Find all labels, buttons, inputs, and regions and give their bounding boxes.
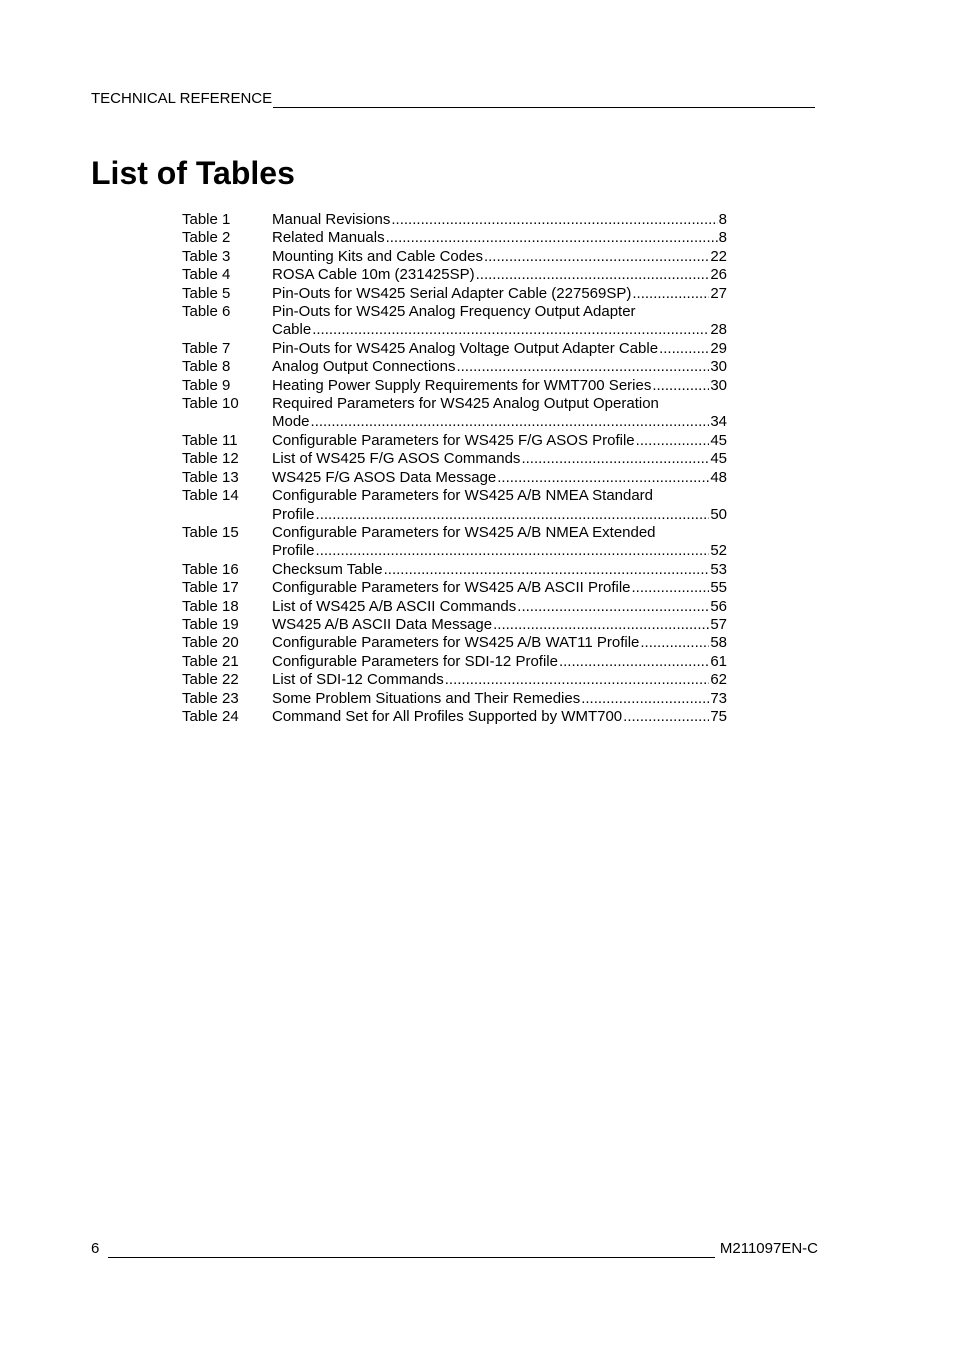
toc-entry[interactable]: [182, 248, 727, 266]
toc-entry-number: Table 23: [182, 689, 239, 707]
dot-leader: [445, 671, 710, 689]
dot-leader: [632, 579, 710, 597]
toc-entry-number: Table 4: [182, 266, 231, 284]
toc-entry-number: Table 12: [182, 450, 239, 468]
toc-entry[interactable]: [182, 377, 727, 395]
toc-entry-title: Manual Revisions: [272, 211, 391, 228]
toc-entry-page: 55: [710, 579, 727, 597]
dot-leader: [623, 708, 709, 726]
footer-doc-code: M211097EN-C: [719, 1240, 818, 1257]
dot-leader: [632, 285, 709, 303]
toc-entry-title: Configurable Parameters for WS425 A/B ASCII Profile: [272, 579, 631, 597]
toc-entry[interactable]: [182, 358, 727, 376]
toc-entry-title: Pin-Outs for WS425 Serial Adapter Cable (227569SP): [272, 284, 632, 302]
toc-entry[interactable]: [182, 579, 727, 597]
toc-entry[interactable]: [182, 285, 727, 303]
dot-leader: [316, 542, 710, 560]
toc-entry-page: 45: [710, 431, 727, 449]
toc-entry-number: Table 8: [182, 358, 231, 376]
toc-entry-title: Mode: [272, 413, 310, 431]
footer-page-number: 6: [91, 1240, 100, 1257]
toc-entry[interactable]: [182, 395, 727, 432]
toc-entry[interactable]: [182, 708, 727, 726]
toc-entry-page: 50: [710, 505, 727, 523]
toc-entry-number: Table 15: [182, 523, 239, 541]
header-rule: [273, 92, 815, 108]
toc-entry[interactable]: [182, 690, 727, 708]
toc-entry-title: Configurable Parameters for WS425 F/G ASOS Profile: [272, 431, 635, 449]
dot-leader: [312, 321, 709, 339]
toc-entry-title: Pin-Outs for WS425 Analog Frequency Output Adapter: [272, 303, 636, 321]
toc-entry-number: Table 11: [182, 431, 238, 449]
toc-entry[interactable]: [182, 432, 727, 450]
toc-entry-page: 73: [710, 689, 727, 707]
toc-entry-title: Analog Output Connections: [272, 358, 456, 376]
toc-entry-title: Configurable Parameters for WS425 A/B NMEA Extended: [272, 523, 656, 541]
toc-entry[interactable]: [182, 634, 727, 652]
toc-entry-page: 62: [710, 671, 727, 689]
toc-entry-title: WS425 A/B ASCII Data Message: [272, 615, 493, 633]
toc-entry[interactable]: [182, 653, 727, 671]
toc-entry[interactable]: [182, 671, 727, 689]
toc-entry-number: Table 2: [182, 229, 231, 247]
toc-entry-number: Table 22: [182, 671, 239, 689]
toc-entry-page: 30: [710, 358, 727, 376]
toc-entry-title: Configurable Parameters for WS425 A/B NMEA Standard: [272, 487, 654, 505]
running-header: [91, 90, 815, 108]
toc-entry-number: Table 13: [182, 468, 239, 486]
toc-entry[interactable]: [182, 469, 727, 487]
toc-entry-number: Table 7: [182, 339, 231, 357]
footer-rule: [108, 1242, 715, 1258]
toc-entry-page: 61: [710, 652, 727, 670]
toc-entry-page: 56: [710, 597, 727, 615]
toc-entry-number: Table 6: [182, 303, 231, 321]
toc-entry-title: Command Set for All Profiles Supported by WMT700: [272, 707, 623, 725]
toc-entry-number: Table 1: [182, 211, 231, 228]
toc-entry[interactable]: [182, 229, 727, 247]
dot-leader: [384, 561, 710, 579]
toc-entry-title: List of SDI-12 Commands: [272, 671, 444, 689]
toc-entry-number: Table 5: [182, 284, 231, 302]
toc-entry-number: Table 20: [182, 634, 239, 652]
dot-leader: [581, 690, 709, 708]
toc-entry-page: 57: [710, 615, 727, 633]
dot-leader: [659, 340, 709, 358]
toc-entry-number: Table 10: [182, 395, 239, 413]
toc-entry-page: 48: [710, 468, 727, 486]
dot-leader: [652, 377, 709, 395]
toc-entry-title: Configurable Parameters for WS425 A/B WAT11 Profile: [272, 634, 640, 652]
toc-entry-page: 58: [710, 634, 727, 652]
toc-entry-number: Table 17: [182, 579, 239, 597]
dot-leader: [517, 598, 709, 616]
toc-entry-title: Cable: [272, 321, 312, 339]
toc-entry[interactable]: [182, 266, 727, 284]
toc-entry-title: List of WS425 A/B ASCII Commands: [272, 597, 517, 615]
toc-entry-page: 8: [718, 229, 727, 247]
dot-leader: [476, 266, 710, 284]
toc-entry-page: 8: [718, 211, 727, 228]
toc-entry-title: WS425 F/G ASOS Data Message: [272, 468, 497, 486]
toc-entry-page: 29: [710, 339, 727, 357]
toc-entry[interactable]: [182, 487, 727, 524]
toc-entry-title: Mounting Kits and Cable Codes: [272, 247, 483, 265]
dot-leader: [391, 211, 717, 229]
dot-leader: [636, 432, 710, 450]
toc-entry[interactable]: [182, 598, 727, 616]
toc-entry-page: 26: [710, 266, 727, 284]
running-footer: [91, 1240, 818, 1258]
toc-entry-number: Table 3: [182, 247, 231, 265]
toc-entry-page: 30: [710, 376, 727, 394]
page-title: List of Tables: [91, 155, 295, 191]
toc-entry[interactable]: [182, 303, 727, 340]
toc-entry-title: Profile: [272, 505, 315, 523]
toc-entry-page: 22: [710, 247, 727, 265]
toc-entry-page: 45: [710, 450, 727, 468]
dot-leader: [316, 506, 710, 524]
toc-entry-title: Configurable Parameters for SDI-12 Profile: [272, 652, 558, 670]
dot-leader: [559, 653, 709, 671]
dot-leader: [311, 413, 710, 431]
toc-entry[interactable]: [182, 561, 727, 579]
toc-entry-number: Table 24: [182, 707, 239, 725]
toc-entry-number: Table 18: [182, 597, 239, 615]
toc-entry-page: 28: [710, 321, 727, 339]
dot-leader: [497, 469, 709, 487]
toc-entry[interactable]: [182, 616, 727, 634]
toc-entry-title: Profile: [272, 542, 315, 560]
toc-entry-page: 53: [710, 560, 727, 578]
list-of-tables: [182, 211, 727, 726]
toc-entry-title: List of WS425 F/G ASOS Commands: [272, 450, 521, 468]
toc-entry-number: Table 21: [182, 652, 239, 670]
toc-entry[interactable]: [182, 340, 727, 358]
dot-leader: [456, 358, 709, 376]
toc-entry-page: 27: [710, 284, 727, 302]
toc-entry-number: Table 19: [182, 615, 239, 633]
header-text: TECHNICAL REFERENCE: [91, 90, 273, 107]
toc-entry-number: Table 14: [182, 487, 239, 505]
toc-entry-title: ROSA Cable 10m (231425SP): [272, 266, 475, 284]
toc-entry-title: Some Problem Situations and Their Remedies: [272, 689, 581, 707]
dot-leader: [484, 248, 709, 266]
toc-entry-title: Related Manuals: [272, 229, 385, 247]
toc-entry-title: Heating Power Supply Requirements for WMT700 Series: [272, 376, 652, 394]
toc-entry-number: Table 9: [182, 376, 231, 394]
toc-entry[interactable]: [182, 211, 727, 229]
dot-leader: [640, 634, 709, 652]
dot-leader: [386, 229, 718, 247]
toc-entry-title: Checksum Table: [272, 560, 383, 578]
toc-entry[interactable]: [182, 450, 727, 468]
toc-entry-page: 34: [710, 413, 727, 431]
dot-leader: [493, 616, 709, 634]
toc-entry[interactable]: [182, 524, 727, 561]
toc-entry-title: Required Parameters for WS425 Analog Output Operation: [272, 395, 659, 413]
toc-entry-number: Table 16: [182, 560, 239, 578]
toc-entry-page: 52: [710, 542, 727, 560]
toc-entry-title: Pin-Outs for WS425 Analog Voltage Output Adapter Cable: [272, 339, 659, 357]
toc-entry-page: 75: [710, 707, 727, 725]
dot-leader: [521, 450, 709, 468]
